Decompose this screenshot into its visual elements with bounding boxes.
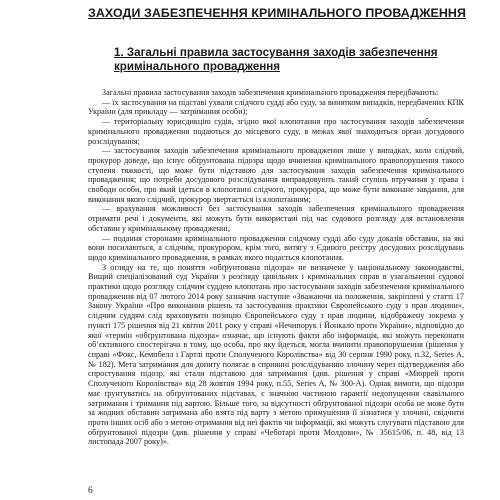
section-title: 1. Загальні правила застосування заходів забезпечення кримінального провадження [114,46,438,73]
page-number: 6 [88,486,93,496]
paragraph: — їх застосування на підставі ухвали слідчого судді або суду, за винятком випадків, передбачених КПК України (для прикладу — затримання особи); [88,97,464,117]
paragraph: — подання сторонами кримінального провадження слідчому судді або суду доказів обставин, на які вони посилаються, а слідчим, прокурором, крім того, витягу з Єдиного реєстру досудових розслідувань щодо кримінального провадження, в рамках якого подається клопотання. [88,233,464,262]
body-text [88,88,464,447]
paragraph: З огляду на те, що поняття «обґрунтована підозра» не визначене у національному законодавстві, Вищий спеціалізований суд України з розгляду цивільних і кримінальних справ в узагальненні судової практики щодо розгляду слідчим суддею клопотань про застосування заходів забезпечення кримінального провадження від 07 лютого 2014 року зазначив наступне «Зважаючи на положення, закріплені у статті 17 Закону України «Про виконання рішень та застосування практики Європейського суду з прав людини», слідчим суддям слід враховувати позицію Європейського суду з прав людини, відображену зокрема у пункті 175 рішення від 21 квітня 2011 року у справі «Нечипорук і Йонкало проти України», відповідно до якої «термін «обґрунтована підозра» означає, що існують факти або інформація, які можуть переконати об’єктивного спостерігача в тому, що особа, про яку йдеться, могла вчинити правопорушення (рішення у справі «Фокс, Кемпбелл і Гартлі проти Сполученого Королівства» від 30 серпня 1990 року, п.32, Series A, № 182). Мета затримання для допиту полягає в сприянні розслідуванню злочину через підтвердження або спростування підозр, які стали підставою для затримання (див. рішення у справі «Мюррей проти Сполученого Королівства» від 28 жовтня 1994 року, п.55, Series A, № 300-A). Однак вимоги, що підозри має ґрунтуватись на обґрунтованих підставах, є значною частиною гарантії недопущення свавільного затримання і тримання під вартою. Більше того, за відсутності обґрунтованої підозри особа не може бути за жодних обставин затримана або взята під варту з метою примушення її зізнатися у злочині, свідчити проти інших осіб або з метою отримання від неї фактів чи інформації, які можуть слугувати підставою для обґрунтованої підозри (див. рішення у справі «Чеботарі проти Молдови», № 35615/06, п. 48, від 13 листопада 2007 року)». [88,262,464,447]
paragraph: Загальні правила застосування заходів забезпечення кримінального провадження передбачають: [102,88,439,97]
chapter-title: ЗАХОДИ ЗАБЕЗПЕЧЕННЯ КРИМІНАЛЬНОГО ПРОВАДЖЕННЯ [88,6,466,20]
paragraph: — територіальну юрисдикцію судів, згідно якої клопотання про застосування заходів забезпечення кримінального провадження подаються до місцевого суду, в межах якої знаходиться орган досудового розслідування; [88,117,464,146]
paragraph: — врахування можливості без застосування заходів забезпечення кримінального провадження отримати речі і документи, які можуть бути використані під час судового розгляду для встановлення обставин у кримінальному провадженні; [88,204,464,233]
paragraph: — застосування заходів забезпечення кримінального провадження лише у випадках, коли слідчий, прокурор доведе, що існує обґрунтована підозра щодо вчинення кримінального правопорушення такого ступеня тяжкості, що може бути підставою для застосування заходів забезпечення кримінального провадження; що потреби досудового розслідування виправдовують такий ступінь втручання у права і свободи особи, про який ідеться в клопотанні слідчого, прокурора, що може бути виконане завдання, для виконання якого слідчий, прокурор звертається із клопотанням; [88,146,464,204]
